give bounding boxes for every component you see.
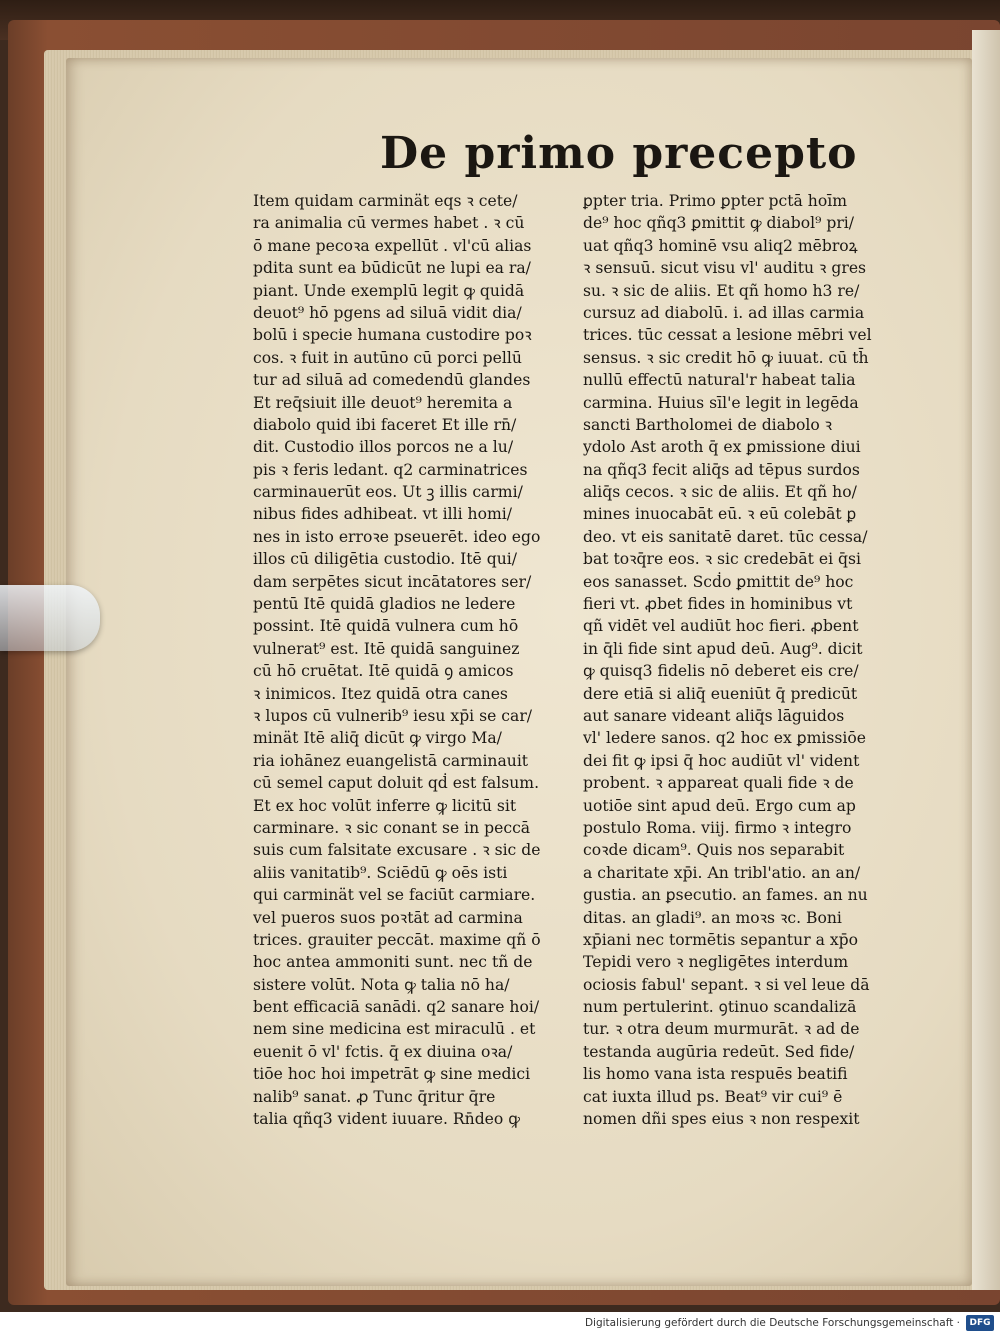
- text-line: eos sanasset. Scḋo ꝑmittit de⁹ hoc: [583, 572, 854, 591]
- text-line: cos. ꝛ fuit in autūno cū porci pellū: [253, 348, 522, 367]
- text-line: ꝛ sensuū. sicut visu vl' auditu ꝛ gres: [583, 259, 867, 278]
- text-line: num pertulerint. ꝯtinuo scandalizā: [583, 998, 857, 1017]
- text-line: bent efficaciā sanādi. q2 sanare hoi/: [253, 998, 540, 1017]
- text-line: dit. Custodio illos porcos ne a lu/: [253, 438, 514, 457]
- text-line: ociosis fabul' sepant. ꝛ si vel leue dā: [583, 975, 870, 994]
- text-line: diabolo quid ibi faceret Et ille rn̄/: [253, 415, 517, 434]
- text-line: tiōe hoc hoi impetrāt ꝙ sine medici: [253, 1065, 531, 1084]
- text-line: deuot⁹ hō pgens ad siluā vidit dia/: [253, 303, 522, 322]
- text-line: vulnerat⁹ est. Itē quidā sanguinez: [253, 639, 520, 658]
- text-line: cursuz ad diabolū. i. ad illas carmia: [583, 303, 865, 322]
- text-line: vl' ledere sanos. q2 hoc ex ꝑmissiōe: [583, 729, 866, 748]
- text-line: ꝙ quisq3 fidelis nō deberet eis cre/: [583, 662, 859, 681]
- text-line: ꝛ inimicos. Itez quidā otra canes: [253, 684, 508, 703]
- text-line: trices. grauiter peccāt. maxime qñ ō: [253, 930, 541, 949]
- text-line: coꝛde dicam⁹. Quis nos separabit: [583, 841, 845, 860]
- text-line: illos cū diligētia custodio. Itē qui/: [253, 550, 518, 569]
- text-line: su. ꝛ sic de aliis. Et qñ homo h3 re/: [583, 281, 860, 300]
- running-head: De primo precepto: [380, 128, 858, 179]
- text-line: nes in isto erroꝛe pseuerēt. ideo ego: [253, 527, 541, 546]
- dfg-logo: DFG: [966, 1315, 994, 1331]
- text-line: postulo Roma. viij. firmo ꝛ integro: [583, 818, 852, 837]
- text-line: aliis vanitatib⁹. Sciēdū ꝙ oēs isti: [253, 863, 508, 882]
- footer-credit: Digitalisierung gefördert durch die Deutsche Forschungsgemeinschaft ·: [584, 1317, 960, 1329]
- footer-bar: [0, 1312, 1000, 1335]
- text-line: talia qñq3 vident iuuare. Rn̄deo ꝙ: [253, 1110, 520, 1129]
- text-line: nibus fides adhibeat. vt illi homi/: [253, 505, 512, 524]
- text-line: possint. Itē quidā vulnera cum hō: [253, 617, 519, 636]
- text-line: nalib⁹ sanat. ꝓ Tunc q̄ritur q̄re: [253, 1087, 496, 1106]
- text-line: lis homo vana ista respuēs beatifi: [583, 1065, 848, 1084]
- text-line: ra animalia cū vermes habet . ꝛ cū: [253, 214, 525, 233]
- left-text-column: [253, 190, 578, 1130]
- text-line: tur ad siluā ad comedendū glandes: [253, 371, 531, 390]
- text-line: carminare. ꝛ sic conant se in peccā: [253, 818, 531, 837]
- text-line: cū semel caput doluit qḋ est falsum.: [253, 774, 540, 793]
- text-line: sancti Bartholomei de diabolo ꝛ: [583, 415, 833, 434]
- text-line: ydolo Ast aroth q̄ ex ꝑmissione diui: [583, 438, 861, 457]
- text-line: sensus. ꝛ sic credit hō ꝙ iuuat. cū th̄: [583, 348, 869, 367]
- facing-page-edge: [972, 30, 1000, 1290]
- text-line: qñ vidēt vel audiūt hoc fieri. ꝓbent: [583, 617, 859, 636]
- text-line: hoc antea ammoniti sunt. nec tñ de: [253, 953, 533, 972]
- text-line: testanda augūria redeūt. Sed fide/: [583, 1042, 855, 1061]
- text-line: na qñq3 fecit aliq̄s ad tēpus surdos: [583, 460, 860, 479]
- text-line: pis ꝛ feris ledant. q2 carminatrices: [253, 460, 528, 479]
- text-line: carmina. Huius sīl'e legit in legēda: [583, 393, 859, 412]
- right-text-column: [583, 190, 908, 1130]
- page-clip: [0, 585, 100, 651]
- text-line: uotiōe sint apud deū. Ergo cum ap: [583, 796, 856, 815]
- text-line: fieri vt. ꝓbet fides in hominibus vt: [583, 595, 853, 614]
- text-line: tur. ꝛ otra deum murmurāt. ꝛ ad de: [583, 1020, 860, 1039]
- text-line: Et ex hoc volūt inferre ꝙ licitū sit: [253, 796, 517, 815]
- text-line: Et req̄siuit ille deuot⁹ heremita a: [253, 393, 513, 412]
- text-line: de⁹ hoc qñq3 ꝑmittit ꝙ diabol⁹ pri/: [583, 214, 855, 233]
- text-line: gustia. an ꝑsecutio. an fames. an nu: [583, 886, 868, 905]
- text-line: minät Itē aliq̄ dicūt ꝙ virgo Ma/: [253, 729, 502, 748]
- text-line: aut sanare videant aliq̄s lāguidos: [583, 706, 845, 725]
- text-line: dam serpētes sicut incātatores ser/: [253, 572, 532, 591]
- text-line: piant. Unde exemplū legit ꝙ quidā: [253, 281, 525, 300]
- text-line: trices. tūc cessat a lesione mēbri vel: [583, 326, 872, 345]
- text-line: euenit ō vl' fctis. q̄ ex diuina oꝛa/: [253, 1042, 513, 1061]
- text-line: ꝛ lupos cū vulnerib⁹ iesu xp̄i se car/: [253, 706, 533, 725]
- text-line: nullū effectū natural'r habeat talia: [583, 371, 856, 390]
- text-line: pentū Itē quidā gladios ne ledere: [253, 595, 516, 614]
- text-line: xp̄iani nec tormētis sepantur a xp̄o: [583, 930, 859, 949]
- text-line: pdita sunt ea būdicūt ne lupi ea ra/: [253, 259, 531, 278]
- text-line: probent. ꝛ appareat quali fide ꝛ de: [583, 774, 854, 793]
- text-line: nomen dñi spes eius ꝛ non respexit: [583, 1110, 860, 1129]
- text-line: deo. vt eis sanitatē daret. tūc cessa/: [583, 527, 868, 546]
- text-line: ō mane pecoꝛa expellūt . vl'cū alias: [253, 236, 532, 255]
- text-line: bat toꝛq̄re eos. ꝛ sic credebāt ei q̄si: [583, 550, 862, 569]
- text-line: bolū i specie humana custodire poꝛ: [253, 326, 532, 345]
- text-line: carminauerūt eos. Ut ꝫ illis carmi/: [253, 483, 523, 502]
- text-line: cat iuxta illud ps. Beat⁹ vir cui⁹ ē: [583, 1087, 843, 1106]
- text-line: ria iohānez euangelistā carminauit: [253, 751, 529, 770]
- text-line: in q̄li fide sint apud deū. Aug⁹. dicit: [583, 639, 863, 658]
- text-line: suis cum falsitate excusare . ꝛ sic de: [253, 841, 541, 860]
- text-line: nem sine medicina est miraculū . et: [253, 1020, 536, 1039]
- text-line: cū hō cruētat. Itē quidā ꝯ amicos: [253, 662, 514, 681]
- text-line: sistere volūt. Nota ꝙ talia nō ha/: [253, 975, 510, 994]
- text-line: Tepidi vero ꝛ negligētes interdum: [583, 953, 849, 972]
- text-line: mines inuocabāt eū. ꝛ eū colebāt ꝑ: [583, 505, 857, 524]
- text-line: ditas. an gladi⁹. an moꝛs ꝛc. Boni: [583, 908, 842, 927]
- text-line: aliq̄s cecos. ꝛ sic de aliis. Et qñ ho/: [583, 483, 857, 502]
- text-line: dere etiā si aliq̄ eueniūt q̄ predicūt: [583, 684, 858, 703]
- text-line: uat qñq3 hominē vsu aliq2 mēbroꝝ: [583, 236, 858, 255]
- text-line: qui carminät vel se faciūt carmiare.: [253, 886, 536, 905]
- text-line: vel pueros suos poꝛtāt ad carmina: [253, 908, 523, 927]
- text-line: dei fit ꝙ ipsi q̄ hoc audiūt vl' vident: [583, 751, 860, 770]
- text-line: ꝑpter tria. Primo ꝑpter pctā hoīm: [583, 192, 847, 210]
- text-line: Item quidam carminät eqs ꝛ cete/: [253, 192, 518, 210]
- text-line: a charitate xp̄i. An tribl'atio. an an/: [583, 863, 861, 882]
